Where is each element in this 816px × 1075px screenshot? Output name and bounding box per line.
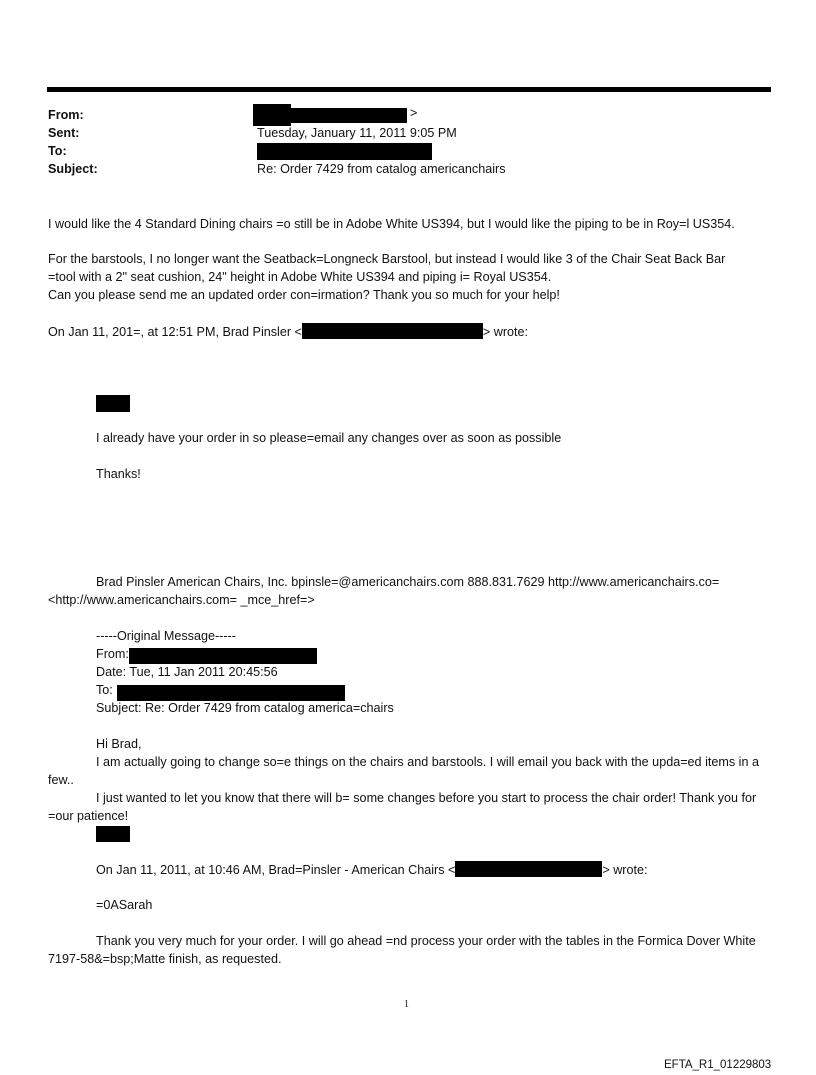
redaction-block — [129, 648, 317, 664]
orig-from-line — [96, 646, 129, 664]
from-value-suffix: > — [410, 106, 418, 120]
wrote-before: On Jan 11, 201=, at 12:51 PM, Brad Pinsler < — [48, 325, 302, 339]
signature: Brad Pinsler American Chairs, Inc. bpinsle=@americanchairs.com 888.831.7629 http://www.americanchairs.co= <http://www.americanchairs.com= _mce_href=> — [48, 575, 720, 607]
redaction-block — [96, 826, 130, 842]
wrote-after: > wrote: — [482, 325, 529, 339]
wrote-after: > wrote: — [602, 863, 648, 877]
final-paragraph: Thank you very much for your order. I will go ahead =nd process your order with the tables in the Formica Dover White 7197-58&=bsp;Matte finish, as requested. — [48, 934, 756, 966]
subject-label: Subject: — [48, 162, 98, 176]
reply-thanks: Thanks! — [96, 467, 141, 481]
document-id: EFTA_R1_01229803 — [664, 1059, 772, 1071]
orig-paragraph: I just wanted to let you know that there will b= some changes before you start to process the chair order! Thank you for =our patience! — [48, 791, 757, 823]
body-line: Can you please send me an updated order con=irmation? Thank you so much for your help! — [48, 288, 560, 302]
original-divider: -----Original Message----- — [96, 629, 236, 643]
sarah-line: =0ASarah — [96, 898, 153, 912]
subject-value: Re: Order 7429 from catalog americanchairs — [257, 162, 506, 176]
orig-subject: Subject: Re: Order 7429 from catalog america=chairs — [96, 701, 394, 715]
orig-date: Date: Tue, 11 Jan 2011 20:45:56 — [96, 665, 278, 679]
sent-value: Tuesday, January 11, 2011 9:05 PM — [257, 126, 457, 140]
wrote-line — [96, 861, 648, 880]
redaction-block — [302, 323, 483, 339]
redaction-block — [253, 104, 291, 126]
redaction-block — [257, 143, 432, 160]
wrote-line — [48, 323, 528, 342]
greeting: Hi Brad, — [96, 737, 142, 751]
header-rule — [47, 87, 771, 92]
orig-from-label: From: — [96, 647, 129, 661]
wrote-before: On Jan 11, 2011, at 10:46 AM, Brad=Pinsler - American Chairs < — [96, 863, 456, 877]
page-number: 1 — [404, 999, 409, 1010]
redaction-block — [96, 395, 130, 412]
reply-line: I already have your order in so please=email any changes over as soon as possible — [96, 431, 562, 445]
orig-to-line — [96, 682, 113, 700]
redaction-block — [117, 685, 345, 701]
to-label: To: — [48, 144, 67, 158]
body-line: =tool with a 2" seat cushion, 24" height in Adobe White US394 and piping i= Royal US354. — [48, 270, 552, 284]
orig-paragraph: I am actually going to change so=e things on the chairs and barstools. I will email you back with the upda=ed items in a few.. — [48, 755, 759, 787]
sent-label: Sent: — [48, 126, 80, 140]
redaction-block — [291, 108, 407, 123]
from-label: From: — [48, 108, 84, 122]
orig-to-label: To: — [96, 683, 113, 697]
redaction-block — [455, 861, 602, 877]
body-paragraph: I would like the 4 Standard Dining chairs =o still be in Adobe White US394, but I would like the piping to be in Roy=l US354. — [48, 217, 735, 231]
body-line: For the barstools, I no longer want the Seatback=Longneck Barstool, but instead I would like 3 of the Chair Seat Back Bar — [48, 252, 726, 266]
